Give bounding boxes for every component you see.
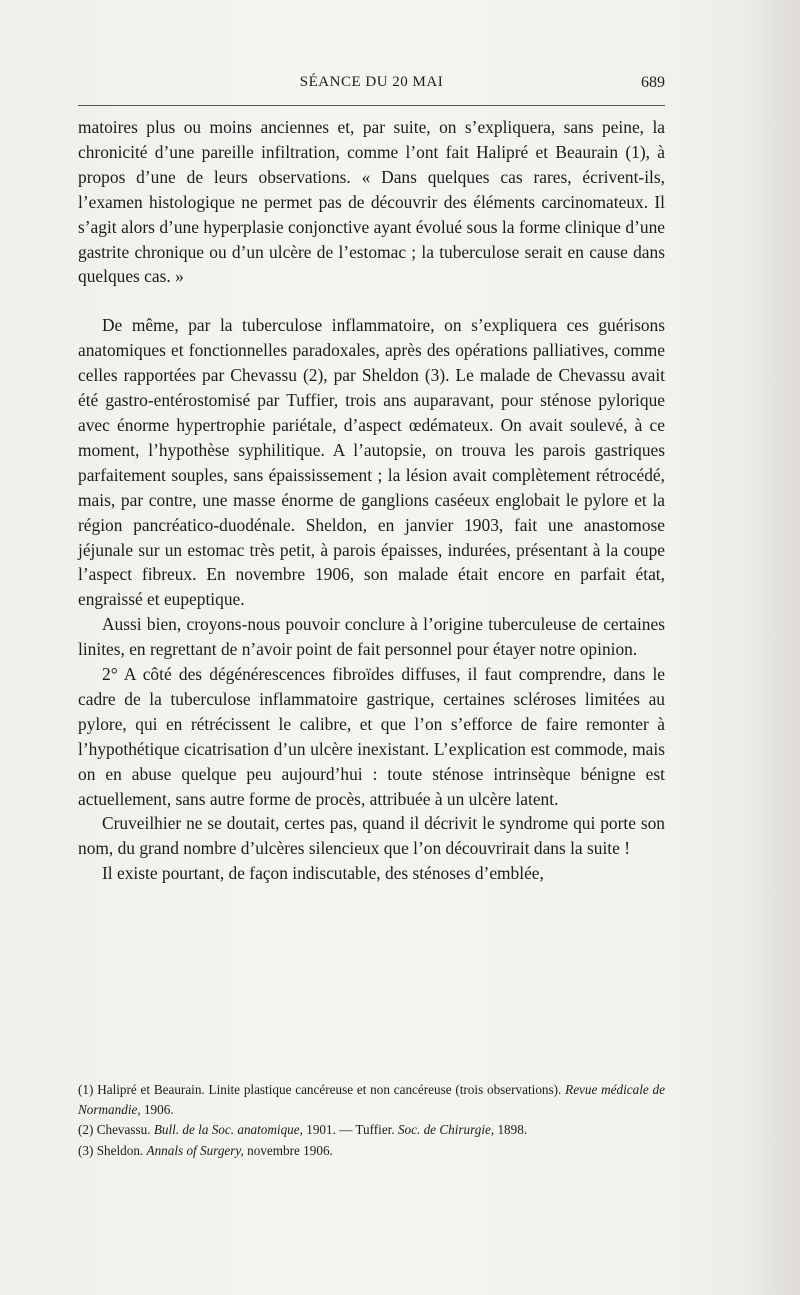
footnotes [78, 1080, 665, 1161]
footnote-1 [78, 1080, 665, 1120]
footnote-tail: 1901. — Tuffier. [306, 1122, 395, 1138]
footnote-tail-2: 1898. [497, 1122, 528, 1138]
page-number: 689 [641, 74, 665, 91]
footnote-2 [78, 1120, 665, 1140]
footnote-source: Revue médicale de Normandie, [78, 1082, 665, 1118]
footnote-text: Chevassu. [96, 1122, 151, 1138]
page-header [78, 70, 665, 100]
header-rule [78, 105, 665, 106]
footnote-source: Bull. de la Soc. anatomique, [153, 1122, 303, 1138]
paragraph-4: 2° A côté des dégénérescences fibroïdes diffuses, il faut comprendre, dans le cadre de la tuberculose inflammatoire gastrique, certaines scléroses limitées au pylore, qui en rétrécissent le calibre, et que l’on s’efforce de faire remonter à l’hypothétique cicatrisation d’un ulcère inexistant. L’explication est commode, mais on en abuse quelque peu aujourd’hui : toute sténose intrinsèque bénigne est actuellement, sans autre forme de procès, attribuée à un ulcère latent. [78, 664, 665, 809]
footnote-tail: novembre 1906. [247, 1142, 333, 1158]
paragraph-2: De même, par la tuberculose inflammatoire, on s’expliquera ces guérisons anatomiques et fonctionnelles paradoxales, après des opérations palliatives, comme celles rapportées par Chevassu (2), par Sheldon (3). Le malade de Chevassu avait été gastro-entérostomisé par Tuffier, trois ans auparavant, pour sténose pylorique avec énorme hypertrophie pariétale, d’aspect œdémateux. On avait soulevé, à ce moment, l’hypothèse syphilitique. A l’autopsie, on trouva les parois gastriques parfaitement souples, sans épaississement ; la lésion avait complètement rétrocédé, mais, par contre, une masse énorme de ganglions caséeux englobait le pylore et la région pancréatico-duodénale. Sheldon, en janvier 1903, fait une anastomose jéjunale sur un estomac très petit, à parois épaisses, indurées, présentant à la coupe l’aspect fibreux. En novembre 1906, son malade était encore en parfait état, engraissé et eupeptique. [78, 315, 665, 610]
footnote-3 [78, 1141, 665, 1161]
footnote-source-2: Soc. de Chirurgie, [397, 1122, 495, 1138]
paragraph-3: Aussi bien, croyons-nous pouvoir conclure à l’origine tuberculeuse de certaines linites, en regrettant de n’avoir point de fait personnel pour étayer notre opinion. [78, 614, 665, 660]
paragraph-6: Il existe pourtant, de façon indiscutable, des sténoses d’emblée, [102, 863, 544, 884]
footnote-marker: (1) [78, 1082, 94, 1097]
page-edge-shading [740, 0, 800, 1295]
footnote-text: Halipré et Beaurain. Linite plastique cancéreuse et non cancéreuse (trois observations). [97, 1082, 562, 1097]
footnote-tail: 1906. [143, 1102, 174, 1118]
footnote-marker: (3) [78, 1142, 94, 1158]
running-title: SÉANCE DU 20 MAI [299, 74, 444, 90]
paragraph-5: Cruveilhier ne se doutait, certes pas, quand il décrivit le syndrome qui porte son nom, du grand nombre d’ulcères silencieux que l’on découvrirait dans la suite ! [78, 813, 665, 859]
paragraph-1: matoires plus ou moins anciennes et, par suite, on s’expliquera, sans peine, la chronicité d’une pareille infiltration, comme l’ont fait Halipré et Beaurain (1), à propos d’une de leurs observations. « Dans quelques cas rares, écrivent-ils, l’examen histologique ne permet pas de découvrir des éléments carcinomateux. Il s’agit alors d’une hyperplasie conjonctive ayant évolué sous la forme clinique d’une gastrite chronique ou d’un ulcère de l’estomac ; la tuberculose serait en cause dans quelques cas. » [78, 117, 665, 287]
footnote-source: Annals of Surgery, [146, 1142, 244, 1158]
body-text [78, 115, 665, 886]
footnote-text: Sheldon. [96, 1142, 144, 1158]
footnote-marker: (2) [78, 1122, 94, 1138]
